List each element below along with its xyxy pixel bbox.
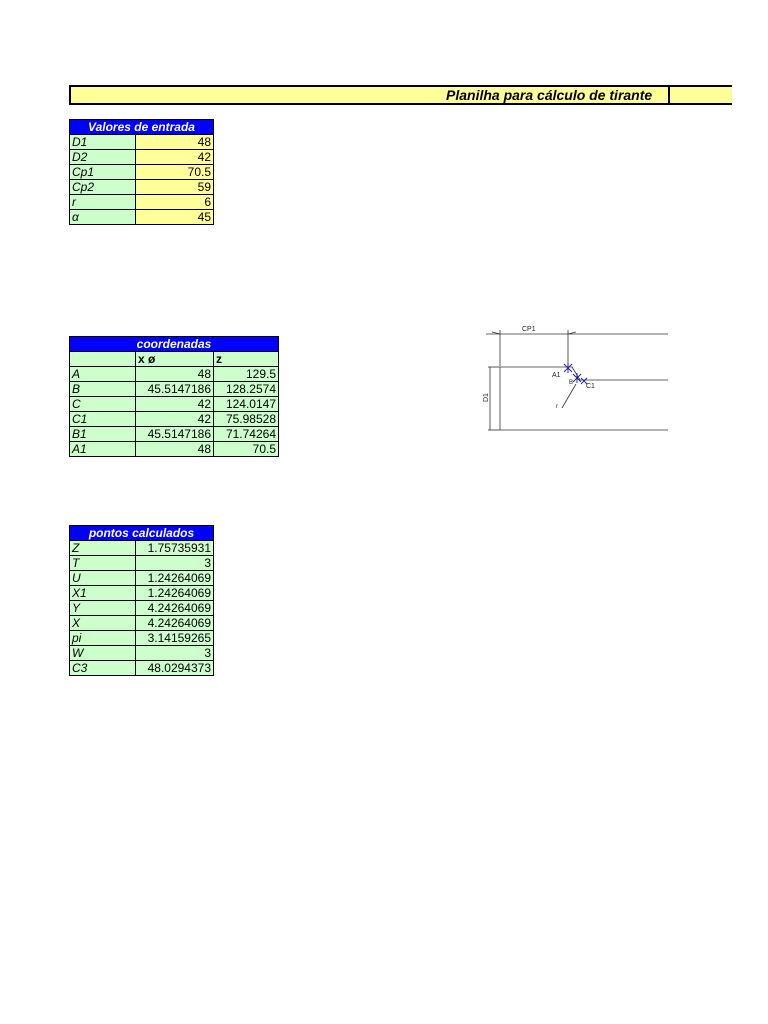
table-row	[70, 541, 214, 556]
point-b-marker	[573, 373, 581, 383]
coord-label[interactable]: A	[70, 367, 136, 382]
point-label[interactable]: pi	[70, 631, 136, 646]
coord-z[interactable]: 71.74264	[214, 427, 279, 442]
point-value[interactable]: 1.75735931	[136, 541, 214, 556]
table-row	[70, 180, 214, 195]
point-value[interactable]: 1.24264069	[136, 586, 214, 601]
point-label[interactable]: W	[70, 646, 136, 661]
input-label-cp1[interactable]: Cp1	[70, 165, 136, 180]
table-row	[70, 631, 214, 646]
technical-drawing[interactable]	[480, 322, 668, 434]
b-label: B	[569, 380, 574, 386]
coord-label[interactable]: B	[70, 382, 136, 397]
table-row	[70, 367, 279, 382]
cp1-label: CP1	[522, 326, 536, 333]
d1-label: D1	[483, 393, 490, 402]
coord-z[interactable]: 124.0147	[214, 397, 279, 412]
coord-label[interactable]: B1	[70, 427, 136, 442]
point-label[interactable]: U	[70, 571, 136, 586]
coord-z[interactable]: 129.5	[214, 367, 279, 382]
input-value-cp2[interactable]: 59	[136, 180, 214, 195]
point-value[interactable]: 3.14159265	[136, 631, 214, 646]
point-a1-marker	[564, 363, 572, 373]
input-value-d1[interactable]: 48	[136, 135, 214, 150]
coord-x[interactable]: 45.5147186	[136, 382, 214, 397]
table-row	[70, 586, 214, 601]
point-value[interactable]: 3	[136, 556, 214, 571]
point-label[interactable]: Y	[70, 601, 136, 616]
column-header-x[interactable]: x ø	[136, 352, 214, 367]
coord-label[interactable]: A1	[70, 442, 136, 457]
table-row	[70, 442, 279, 457]
table-row	[70, 601, 214, 616]
coord-x[interactable]: 45.5147186	[136, 427, 214, 442]
coord-x[interactable]: 48	[136, 367, 214, 382]
coord-z[interactable]: 70.5	[214, 442, 279, 457]
coordinates-header: coordenadas	[70, 337, 279, 352]
point-label[interactable]: C3	[70, 661, 136, 676]
point-value[interactable]: 48.0294373	[136, 661, 214, 676]
input-value-r[interactable]: 6	[136, 195, 214, 210]
table-row	[70, 165, 214, 180]
input-values-table	[69, 119, 214, 225]
column-header-z[interactable]: z	[214, 352, 279, 367]
column-header-empty[interactable]	[70, 352, 136, 367]
a1-label: A1	[552, 372, 561, 379]
table-row	[70, 661, 214, 676]
c1-label: C1	[586, 383, 595, 390]
input-label-d1[interactable]: D1	[70, 135, 136, 150]
input-value-alpha[interactable]: 45	[136, 210, 214, 225]
point-label[interactable]: T	[70, 556, 136, 571]
calculated-points-header: pontos calculados	[70, 526, 214, 541]
table-row	[70, 210, 214, 225]
coord-x[interactable]: 48	[136, 442, 214, 457]
input-value-cp1[interactable]: 70.5	[136, 165, 214, 180]
calculated-points-table	[69, 525, 214, 676]
point-value[interactable]: 3	[136, 646, 214, 661]
point-value[interactable]: 4.24264069	[136, 616, 214, 631]
input-label-cp2[interactable]: Cp2	[70, 180, 136, 195]
input-value-d2[interactable]: 42	[136, 150, 214, 165]
point-value[interactable]: 4.24264069	[136, 601, 214, 616]
part-chamfer	[572, 367, 580, 380]
coord-z[interactable]: 75.98528	[214, 412, 279, 427]
coord-x[interactable]: 42	[136, 397, 214, 412]
table-row	[70, 571, 214, 586]
title-cell-next[interactable]	[670, 87, 732, 103]
table-row	[70, 397, 279, 412]
table-row	[70, 616, 214, 631]
point-label[interactable]: Z	[70, 541, 136, 556]
input-label-alpha[interactable]: α	[70, 210, 136, 225]
point-label[interactable]: X	[70, 616, 136, 631]
table-row	[70, 382, 279, 397]
table-row	[70, 646, 214, 661]
coord-x[interactable]: 42	[136, 412, 214, 427]
table-row	[70, 150, 214, 165]
coordinates-table	[69, 336, 279, 457]
point-label[interactable]: X1	[70, 586, 136, 601]
r-label: r	[556, 404, 558, 410]
radius-leader	[562, 384, 576, 408]
input-label-r[interactable]: r	[70, 195, 136, 210]
coord-label[interactable]: C	[70, 397, 136, 412]
table-row	[70, 556, 214, 571]
coord-z[interactable]: 128.2574	[214, 382, 279, 397]
coord-label[interactable]: C1	[70, 412, 136, 427]
sheet-title: Planilha para cálculo de tirante	[446, 87, 653, 103]
table-row	[70, 412, 279, 427]
input-values-header: Valores de entrada	[70, 120, 214, 135]
table-row	[70, 352, 279, 367]
input-label-d2[interactable]: D2	[70, 150, 136, 165]
table-row	[70, 427, 279, 442]
point-value[interactable]: 1.24264069	[136, 571, 214, 586]
table-row	[70, 195, 214, 210]
table-row	[70, 135, 214, 150]
title-bar	[69, 85, 732, 105]
